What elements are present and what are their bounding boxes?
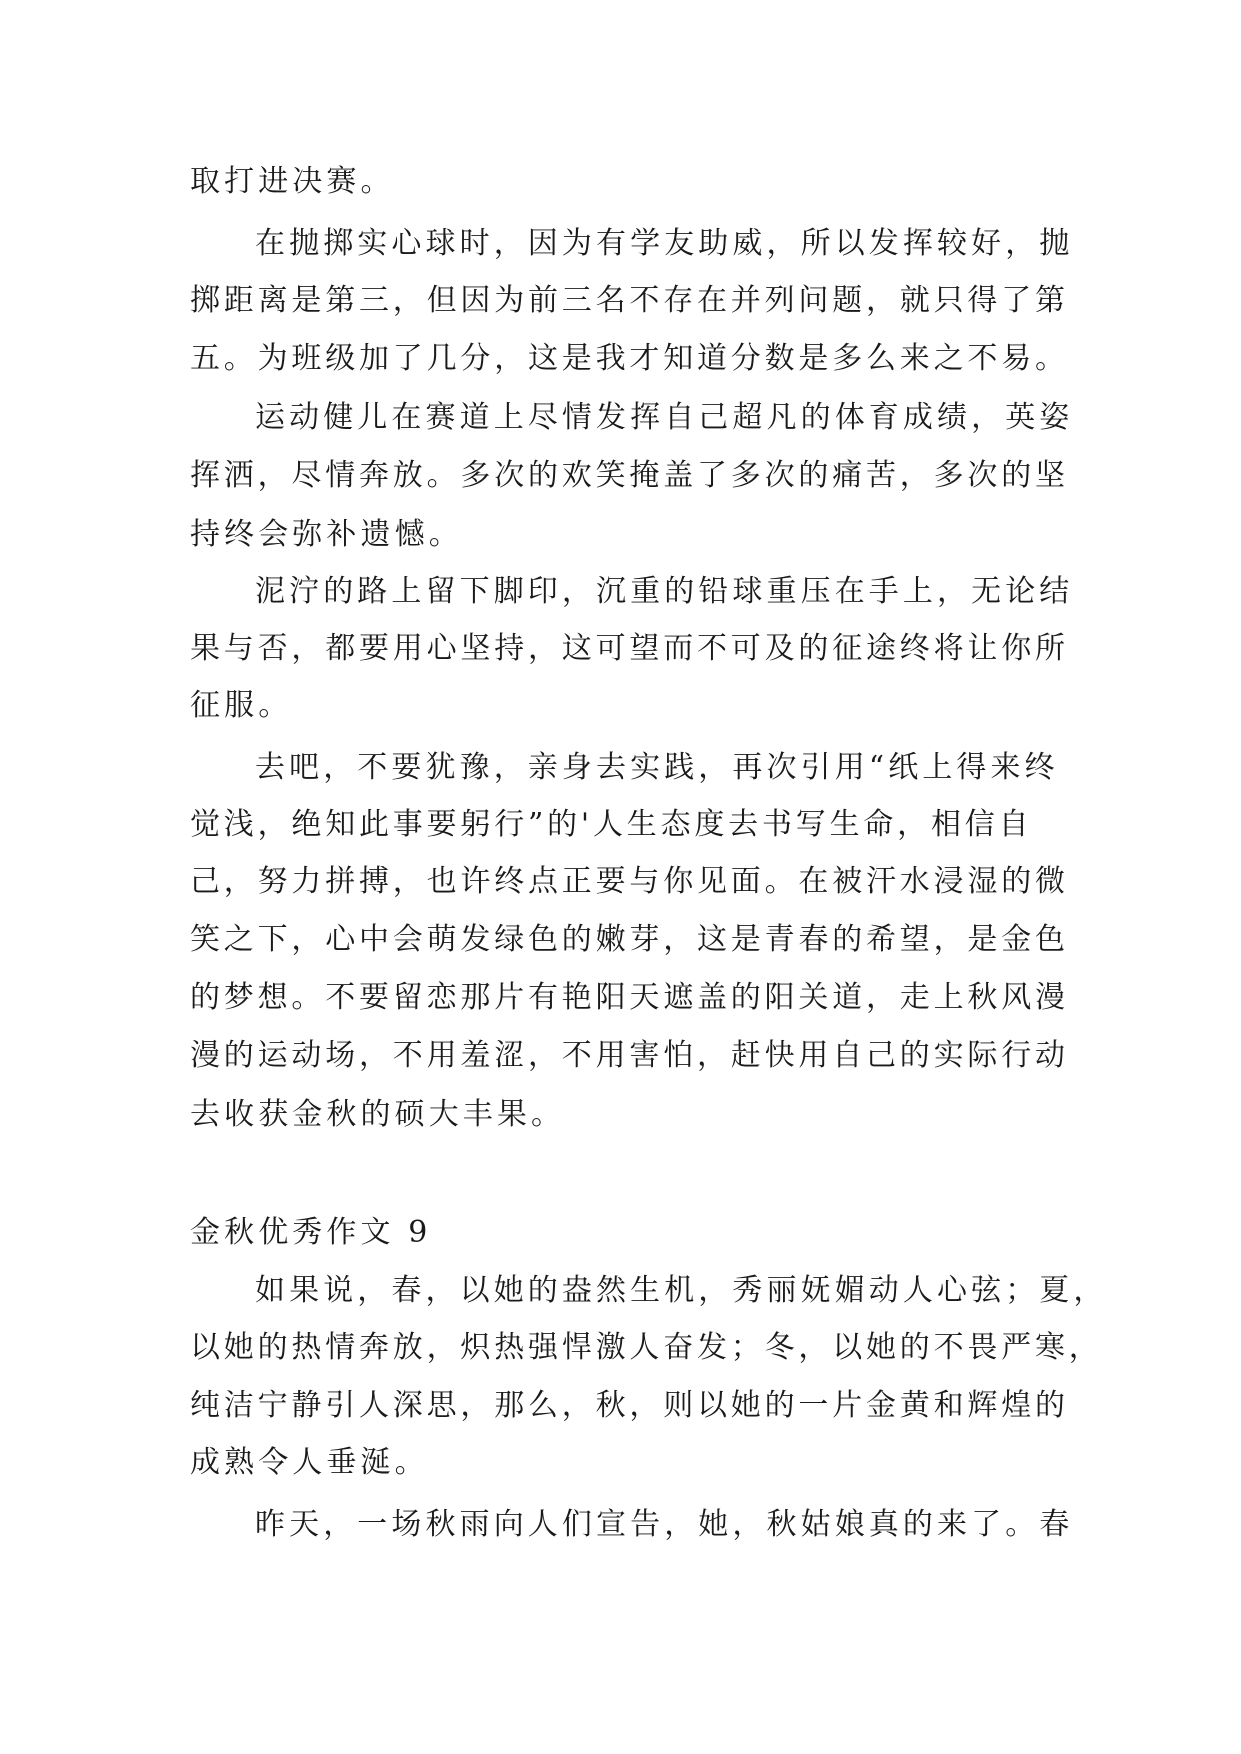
text-line: 征服。 (190, 688, 293, 723)
text-line: 漫的运动场，不用羞涩，不用害怕，赶快用自己的实际行动 (190, 1038, 1069, 1073)
text-line: 在抛掷实心球时，因为有学友助威，所以发挥较好，抛 (255, 226, 1074, 261)
text-line: 五。为班级加了几分，这是我才知道分数是多么来之不易。 (190, 341, 1069, 376)
text-line: 己，努力拼搏，也许终点正要与你见面。在被汗水浸湿的微 (190, 864, 1069, 899)
section-heading: 金秋优秀作文 9 (190, 1215, 432, 1250)
text-line: 去吧，不要犹豫，亲身去实践，再次引用“纸上得来终 (255, 750, 1059, 785)
text-line: 挥洒，尽情奔放。多次的欢笑掩盖了多次的痛苦，多次的坚 (190, 458, 1069, 493)
text-line: 觉浅，绝知此事要躬行”的'人生态度去书写生命，相信自 (190, 807, 1033, 842)
text-line: 果与否，都要用心坚持，这可望而不可及的征途终将让你所 (190, 631, 1069, 666)
text-line: 以她的热情奔放，炽热强悍激人奋发；冬，以她的不畏严寒， (190, 1330, 1103, 1365)
text-line: 取打进决赛。 (190, 164, 395, 199)
text-line: 持终会弥补遗憾。 (190, 517, 463, 552)
text-line: 如果说，春，以她的盎然生机，秀丽妩媚动人心弦；夏， (255, 1273, 1108, 1308)
text-line: 掷距离是第三，但因为前三名不存在并列问题，就只得了第 (190, 283, 1069, 318)
text-line: 成熟令人垂涎。 (190, 1445, 429, 1480)
text-line: 笑之下，心中会萌发绿色的嫩芽，这是青春的希望，是金色 (190, 922, 1069, 957)
text-line: 泥泞的路上留下脚印，沉重的铅球重压在手上，无论结 (255, 574, 1074, 609)
text-line: 运动健儿在赛道上尽情发挥自己超凡的体育成绩，英姿 (255, 400, 1074, 435)
text-line: 昨天，一场秋雨向人们宣告，她，秋姑娘真的来了。春 (255, 1507, 1074, 1542)
text-line: 的梦想。不要留恋那片有艳阳天遮盖的阳关道，走上秋风漫 (190, 980, 1069, 1015)
text-line: 去收获金秋的硕大丰果。 (190, 1097, 566, 1132)
text-line: 纯洁宁静引人深思，那么，秋，则以她的一片金黄和辉煌的 (190, 1388, 1069, 1423)
